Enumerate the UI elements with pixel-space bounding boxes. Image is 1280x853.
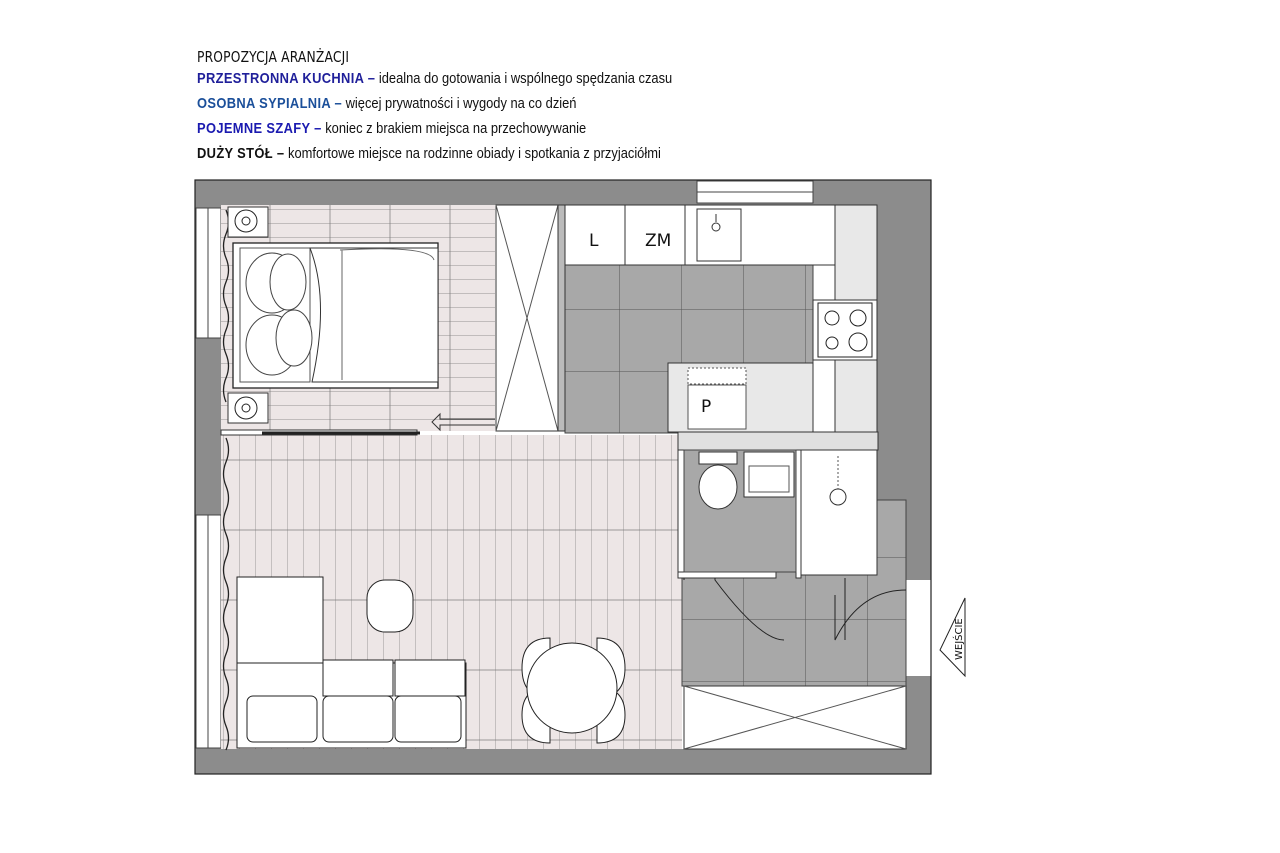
pouf [367, 580, 413, 632]
washer-label: P [701, 397, 712, 417]
legend-caption: PROPOZYCJA ARANŻACJI [197, 48, 350, 66]
legend-key: POJEMNE SZAFY – [197, 120, 322, 137]
legend-key: OSOBNA SYPIALNIA – [197, 95, 343, 112]
cooktop [818, 303, 872, 357]
legend-key: DUŻY STÓŁ – [197, 145, 285, 162]
legend-desc: więcej prywatności i wygody na co dzień [345, 95, 577, 112]
legend-key: PRZESTRONNA KUCHNIA – [197, 70, 376, 87]
entry-marker [940, 598, 965, 676]
nightstand-lamp-top [228, 207, 268, 237]
legend-desc: koniec z brakiem miejsca na przechowywanie [325, 120, 587, 137]
freezer-label: ZM [645, 231, 672, 251]
bedroom-wardrobe [496, 205, 565, 431]
hall-wardrobe [684, 686, 906, 749]
toilet [699, 452, 737, 509]
bed [233, 243, 438, 388]
legend-desc: idealna do gotowania i wspólnego spędzania czasu [378, 70, 673, 87]
sink [697, 209, 741, 261]
legend-desc: komfortowe miejsce na rodzinne obiady i spotkania z przyjaciółmi [287, 145, 661, 162]
dining-table [522, 638, 625, 743]
nightstand-lamp-bottom [228, 393, 268, 423]
fridge-label: L [589, 231, 599, 251]
washbasin [744, 452, 794, 497]
entry-label: WEJŚCIE [954, 618, 965, 660]
